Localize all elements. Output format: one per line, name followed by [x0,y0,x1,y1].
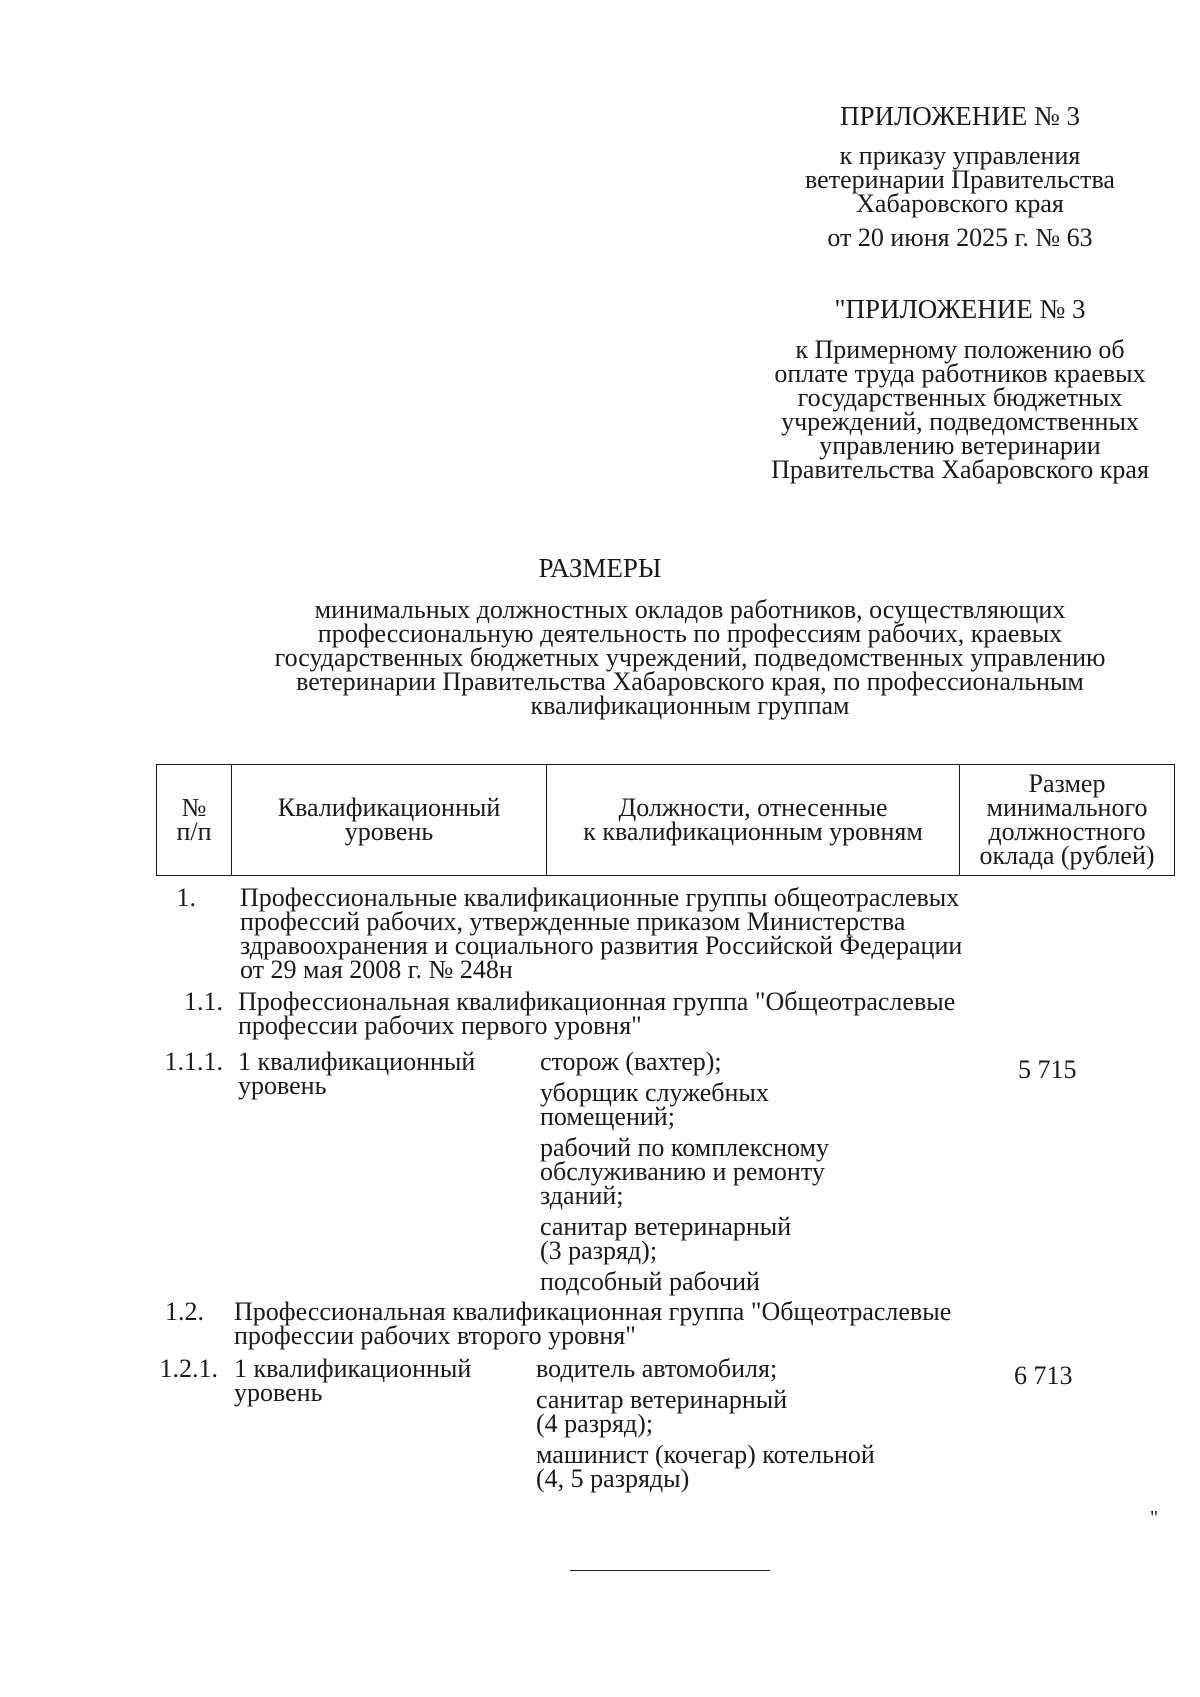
position-line: подсобный рабочий [540,1267,760,1296]
regulation-line: Правительства Хабаровского края [771,455,1149,484]
regulation-line: государственных бюджетных [797,383,1123,412]
subtitle-line: квалификационным группам [530,691,850,720]
row-number: 1.1.1. [164,1047,223,1076]
position-line: обслуживанию и ремонту [540,1157,825,1186]
appendix-header [740,101,1180,131]
position-line: (3 разряд); [540,1236,658,1265]
header-number-line: № [181,793,207,822]
group-line: от 29 мая 2008 г. № 248н [240,955,513,984]
group-description [238,987,956,1040]
level-line: 1 квалификационный [238,1047,476,1076]
header-positions-line: к квалификационным уровням [583,817,923,846]
header-level-line: уровень [344,817,434,846]
group-line: Профессиональная квалификационная группа "Общеотраслевые [238,987,956,1016]
salary-value: 6 713 [1014,1361,1073,1390]
group-line: Профессиональные квалификационные группы общеотраслевых [240,883,960,912]
group-description [240,883,963,984]
level-line: уровень [238,1071,327,1100]
position-line: рабочий по комплексному [540,1133,830,1162]
document-subtitle [220,595,1160,720]
position-item [536,1440,875,1493]
regulation-line: учреждений, подведомственных [781,407,1139,436]
appendix-title: ПРИЛОЖЕНИЕ № 3 [839,101,1081,131]
order-date [740,223,1180,252]
group-line: профессии рабочих первого уровня" [238,1011,642,1040]
position-line: водитель автомобиля; [536,1354,778,1383]
position-item [540,1267,829,1296]
header-salary-line: минимального [986,793,1148,822]
level-line: 1 квалификационный [234,1354,472,1383]
header-level [232,765,547,876]
position-item [540,1047,829,1076]
group-line: профессии рабочих второго уровня" [234,1321,636,1350]
regulation-line: к Примерному положению об [795,335,1125,364]
header-number-line: п/п [176,817,212,846]
salary-table-header [156,764,1175,876]
header-level-line: Квалификационный [277,793,501,822]
header-salary-line: Размер [1028,769,1106,798]
order-line: к приказу управления [839,141,1081,170]
position-line: сторож (вахтер); [540,1047,722,1076]
inner-appendix-header [740,294,1180,324]
position-line: (4 разряд); [536,1409,654,1438]
regulation-line: оплате труда работников краевых [774,359,1146,388]
position-line: зданий; [540,1181,624,1210]
position-line: санитар ветеринарный [540,1212,792,1241]
position-line: помещений; [540,1102,675,1131]
level-line: уровень [234,1378,323,1407]
order-reference [740,141,1180,218]
row-number: 1.2.1. [159,1354,218,1383]
group-line: профессий рабочих, утвержденные приказом Министерства [240,907,906,936]
closing-quote: " [1150,1507,1159,1529]
position-line: (4, 5 разряды) [536,1464,690,1493]
row-number: 1. [176,883,196,912]
subtitle-line: ветеринарии Правительства Хабаровского края, по профессиональным [296,667,1084,696]
header-salary-line: должностного [988,817,1146,846]
position-line: санитар ветеринарный [536,1385,788,1414]
positions-list [540,1047,830,1296]
qualification-level [234,1354,472,1407]
subtitle-line: государственных бюджетных учреждений, подведомственных управлению [274,643,1106,672]
position-line: уборщик служебных [540,1078,769,1107]
position-item [536,1354,875,1383]
header-salary [960,765,1175,876]
order-line: ветеринарии Правительства [805,165,1115,194]
regulation-reference [730,335,1190,484]
header-salary-line: оклада (рублей) [979,841,1155,870]
inner-appendix-title: "ПРИЛОЖЕНИЕ № 3 [834,294,1086,324]
document-title: РАЗМЕРЫ [538,553,662,583]
footer-separator [570,1570,770,1571]
position-item [540,1212,829,1265]
row-number: 1.2. [165,1297,204,1326]
order-line: Хабаровского края [856,189,1064,218]
regulation-line: управлению ветеринарии [819,431,1101,460]
position-item [536,1385,875,1438]
header-number [157,765,232,876]
position-item [540,1078,829,1131]
position-item [540,1133,830,1210]
group-line: Профессиональная квалификационная группа "Общеотраслевые [234,1297,952,1326]
header-positions-line: Должности, отнесенные [618,793,888,822]
salary-value: 5 715 [1018,1055,1077,1084]
group-description [234,1297,952,1350]
positions-list [536,1354,875,1493]
qualification-level [238,1047,476,1100]
header-positions [547,765,960,876]
row-number: 1.1. [184,987,223,1016]
position-line: машинист (кочегар) котельной [536,1440,875,1469]
order-date-text: от 20 июня 2025 г. № 63 [827,223,1093,252]
group-line: здравоохранения и социального развития Российской Федерации [240,931,963,960]
subtitle-line: профессиональную деятельность по профессиям рабочих, краевых [317,619,1063,648]
subtitle-line: минимальных должностных окладов работников, осуществляющих [314,595,1066,624]
table-header-row [157,765,1175,876]
